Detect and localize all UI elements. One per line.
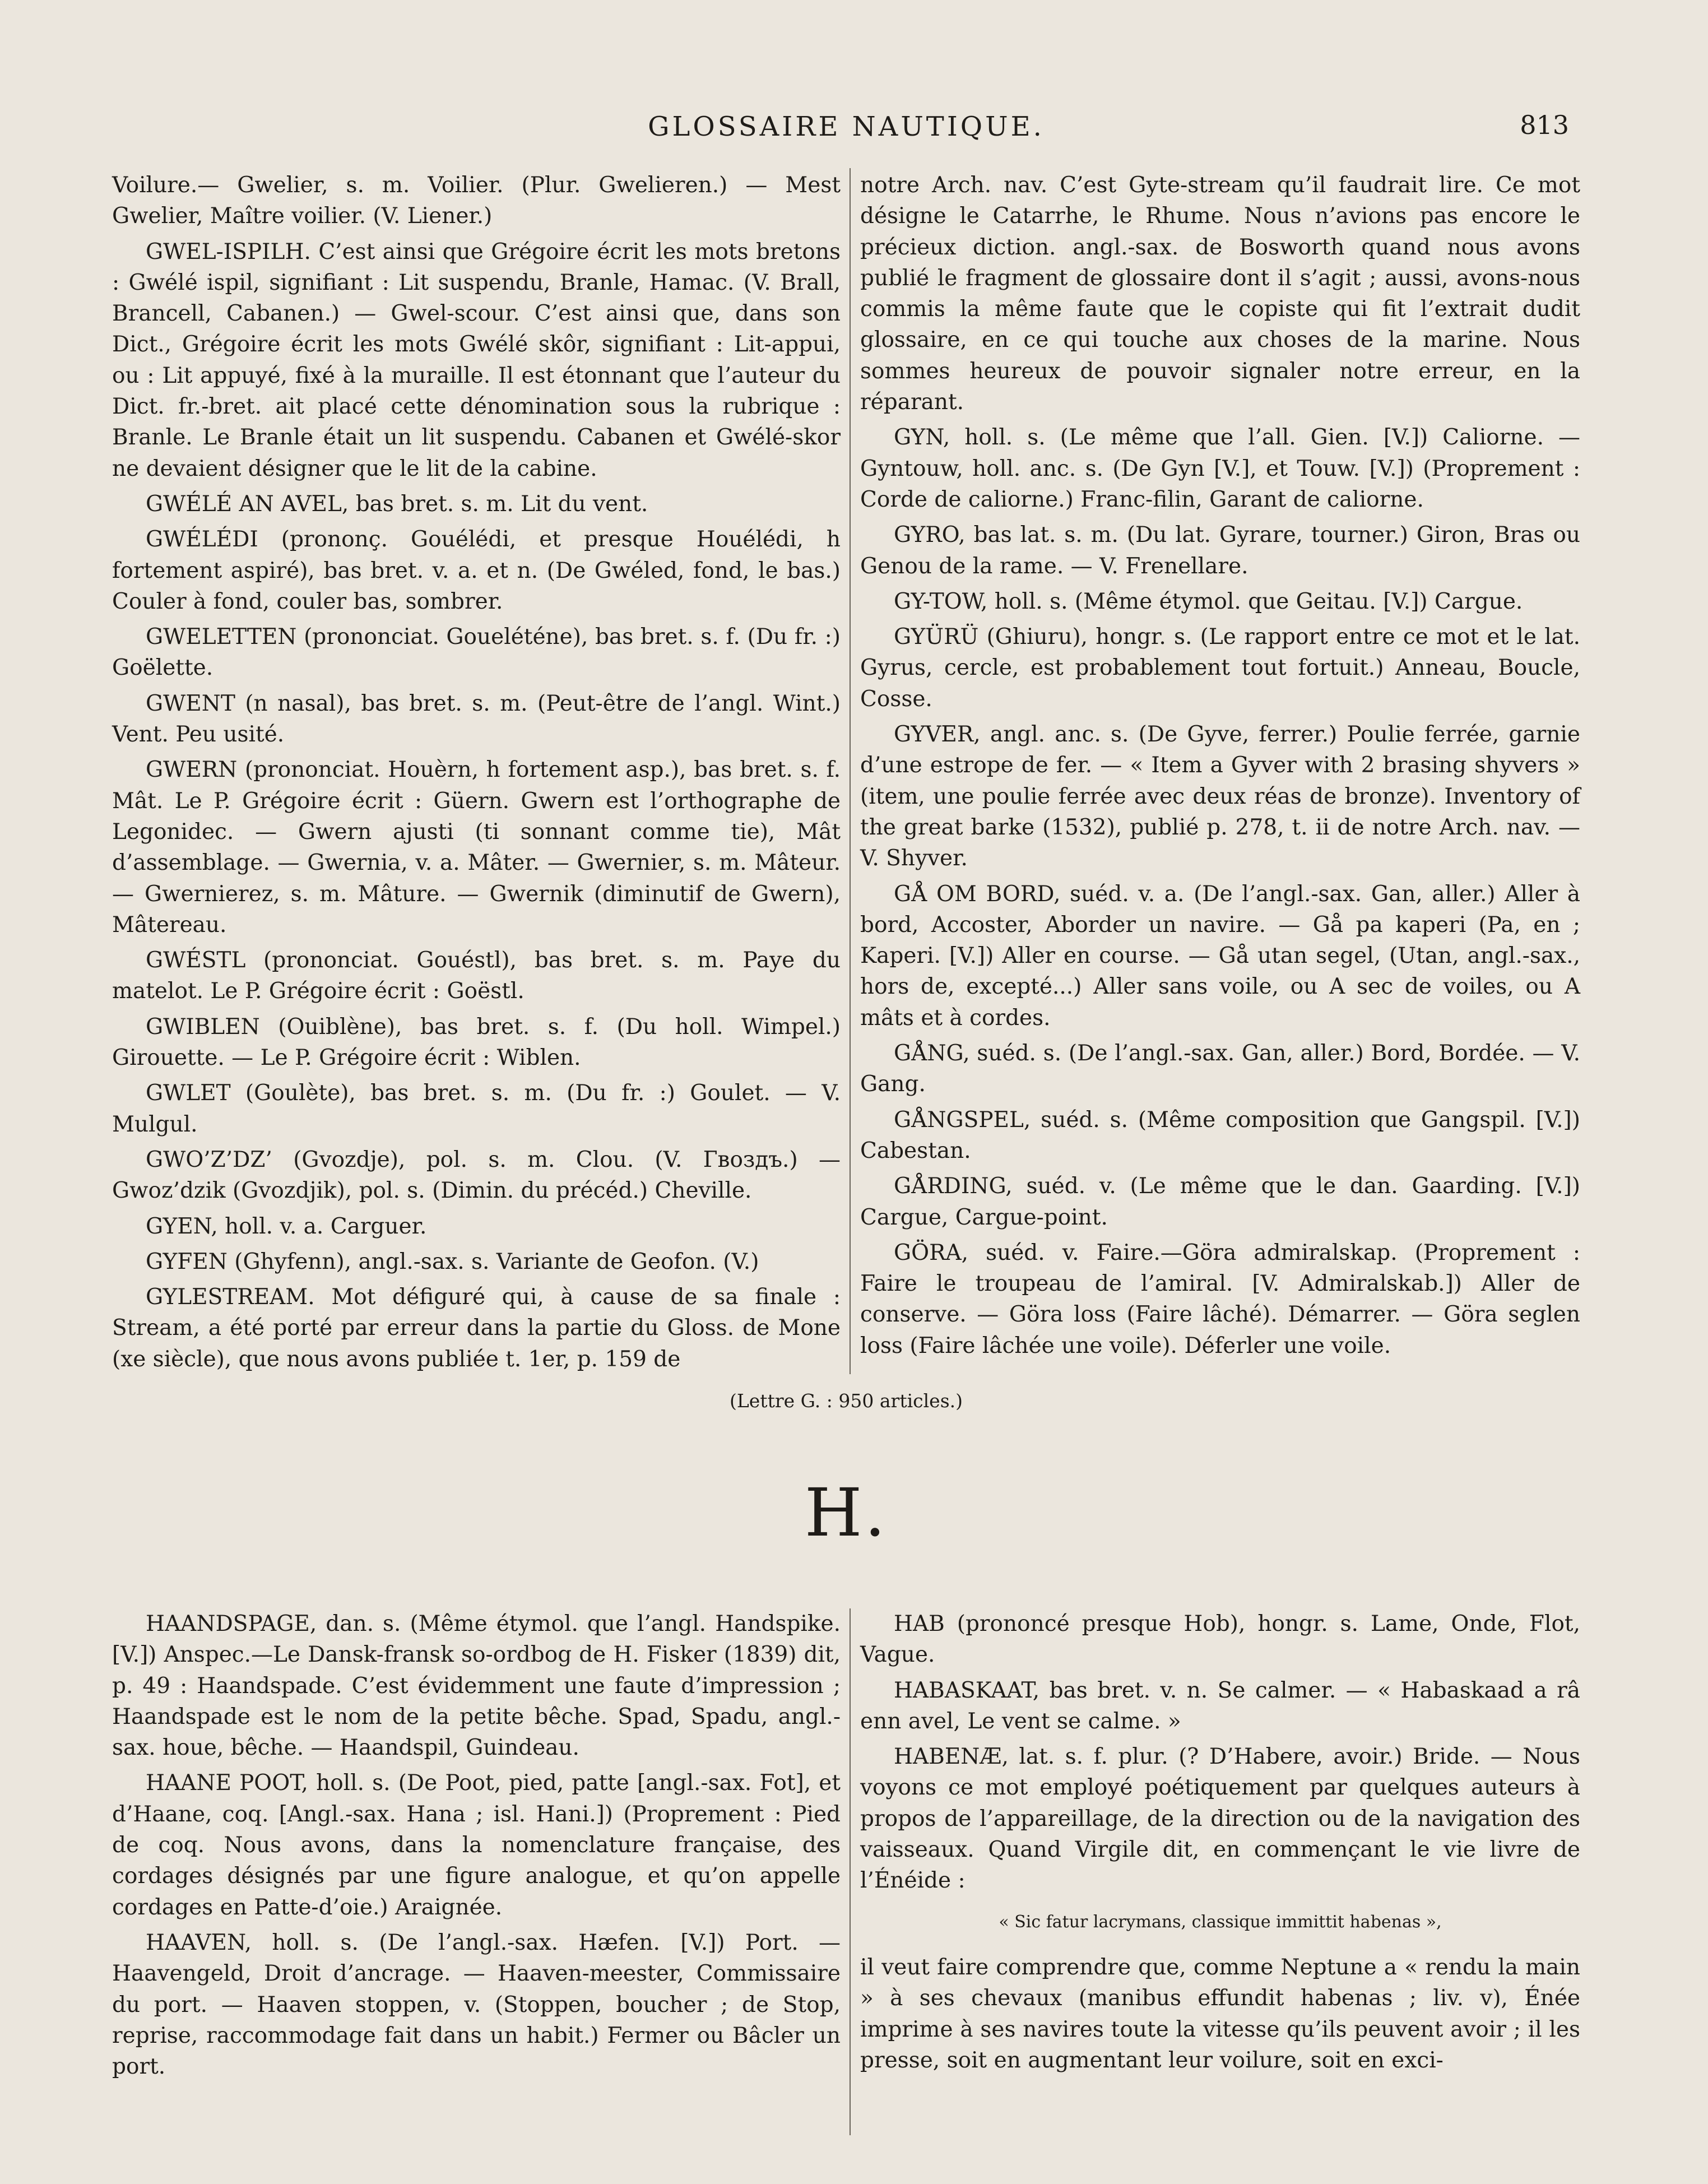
glossary-entry: GWO’Z’DZ’ (Gvozdje), pol. s. m. Clou. (V. Гвоздъ.) — Gwoz’dzik (Gvozdjik), pol. s. (Dimin. du précéd.) Cheville. bbox=[112, 1147, 841, 1204]
glossary-column-h-left bbox=[112, 1608, 841, 2086]
glossary-entry: GYN, holl. s. (Le même que l’all. Gien. [V.]) Caliorne. — Gyntouw, holl. anc. s. (De Gyn [V.], et Touw. [V.]) (Proprement : Corde de caliorne.) Franc-filin, Garant de caliorne. bbox=[860, 425, 1580, 512]
glossary-column-g-right bbox=[860, 170, 1580, 1366]
glossary-entry: GYRO, bas lat. s. m. (Du lat. Gyrare, tourner.) Giron, Bras ou Genou de la rame. — V. Frenellare. bbox=[860, 522, 1580, 579]
glossary-entry: GY-TOW, holl. s. (Même étymol. que Geitau. [V.]) Cargue. bbox=[894, 588, 1523, 614]
glossary-entry: Voilure.— Gwelier, s. m. Voilier. (Plur. Gwelieren.) — Mest Gwelier, Maître voilier. (V. Liener.) bbox=[112, 173, 841, 229]
glossary-entry: GWEL-ISPILH. C’est ainsi que Grégoire écrit les mots bretons : Gwélé ispil, signifiant : Lit suspendu, Branle, Hamac. (V. Brall, Brancell, Cabanen.) — Gwel-scour. C’est ainsi que, dans son Dict., Grégoire écrit les mots Gwélé skôr, signifiant : Lit-appui, ou : Lit appuyé, fixé à la muraille. Il est étonnant que l’auteur du Dict. fr.-bret. ait placé cette dénomination sous la rubrique : Branle. Le Branle était un lit suspendu. Cabanen et Gwélé-skor ne devaient désigner que le lit de la cabine. bbox=[112, 239, 841, 481]
column-divider bbox=[850, 168, 851, 1374]
page-header bbox=[112, 100, 1580, 150]
glossary-entry: GWLET (Goulète), bas bret. s. m. (Du fr. :) Goulet. — V. Mulgul. bbox=[112, 1081, 841, 1137]
glossary-entry: HAANE POOT, holl. s. (De Poot, pied, patte [angl.-sax. Fot], et d’Haane, coq. [Angl.-sax. Hana ; isl. Hani.]) (Proprement : Pied de coq. Nous avons, dans la nomenclature française, des cordages désignés par une figure analogue, et qu’on appelle cordages en Patte-d’oie.) Araignée. bbox=[112, 1770, 841, 1920]
glossary-entry: GYFEN (Ghyfenn), angl.-sax. s. Variante de Geofon. (V.) bbox=[146, 1249, 759, 1274]
glossary-entry: GYEN, holl. v. a. Carguer. bbox=[146, 1213, 427, 1239]
running-title: GLOSSAIRE NAUTIQUE. bbox=[648, 111, 1045, 142]
glossary-entry: GÖRA, suéd. v. Faire.—Göra admiralskap. (Proprement : Faire le troupeau de l’amiral. [V. Admiralskab.]) Aller de conserve. — Göra loss (Faire lâché). Démarrer. — Göra seglen loss (Faire lâchée une voile). Déferler une voile. bbox=[860, 1240, 1580, 1358]
section-heading-letter: H. bbox=[804, 1474, 888, 1551]
glossary-entry: GÅNG, suéd. s. (De l’angl.-sax. Gan, aller.) Bord, Bordée. — V. Gang. bbox=[860, 1041, 1580, 1097]
column-divider bbox=[850, 1608, 851, 2135]
glossary-entry: GWELETTEN (prononciat. Goueléténe), bas bret. s. f. (Du fr. :) Goëlette. bbox=[112, 624, 841, 681]
glossary-entry: GÅ OM BORD, suéd. v. a. (De l’angl.-sax. Gan, aller.) Aller à bord, Accoster, Aborder un navire. — Gå pa kaperi (Pa, en ; Kaperi. [V.]) Aller en course. — Gå utan segel, (Utan, angl.-sax., hors de, excepté...) Aller sans voile, ou A sec de voiles, ou A mâts et à cordes. bbox=[860, 881, 1580, 1031]
page-number: 813 bbox=[1520, 110, 1569, 140]
glossary-entry: GWÉLÉ AN AVEL, bas bret. s. m. Lit du vent. bbox=[146, 491, 648, 517]
glossary-entry: GYÜRÜ (Ghiuru), hongr. s. (Le rapport entre ce mot et le lat. Gyrus, cercle, est probablement tout fortuit.) Anneau, Boucle, Cosse. bbox=[860, 624, 1580, 712]
glossary-entry: GÅRDING, suéd. v. (Le même que le dan. Gaarding. [V.]) Cargue, Cargue-point. bbox=[860, 1174, 1580, 1230]
glossary-column-h-right bbox=[860, 1608, 1580, 2080]
glossary-entry: GYVER, angl. anc. s. (De Gyve, ferrer.) Poulie ferrée, garnie d’une estrope de fer. — « Item a Gyver with 2 brasing shyvers » (item, une poulie ferrée avec deux réas de bronze). Inventory of the great barke (1532), publié p. 278, t. ii de notre Arch. nav. — V. Shyver. bbox=[860, 722, 1580, 871]
glossary-entry: HAB (prononcé presque Hob), hongr. s. Lame, Onde, Flot, Vague. bbox=[860, 1611, 1580, 1668]
glossary-entry: notre Arch. nav. C’est Gyte-stream qu’il faudrait lire. Ce mot désigne le Catarrhe, le Rhume. Nous n’avions pas encore le précieux diction. angl.-sax. de Bosworth quand nous avons publié le fragment de glossaire dont il s’agit ; aussi, avons-nous commis la même faute que le copiste qui fit l’extrait dudit glossaire, en ce qui touche aux choses de la marine. Nous sommes heureux de pouvoir signaler notre erreur, en la réparant. bbox=[860, 173, 1580, 415]
glossary-entry: GYLESTREAM. Mot défiguré qui, à cause de sa finale : Stream, a été porté par erreur dans la partie du Gloss. de Mone (xe siècle), que nous avons publiée t. 1er, p. 159 de bbox=[112, 1285, 841, 1372]
glossary-entry: GWIBLEN (Ouiblène), bas bret. s. f. (Du holl. Wimpel.) Girouette. — Le P. Grégoire écrit : Wiblen. bbox=[112, 1014, 841, 1071]
glossary-entry: HABENÆ, lat. s. f. plur. (? D’Habere, avoir.) Bride. — Nous voyons ce mot employé poétiquement par quelques auteurs à propos de l’appareillage, de la direction ou de la navigation des vaisseaux. Quand Virgile dit, en commençant le vie livre de l’Énéide : bbox=[860, 1744, 1580, 1894]
glossary-entry: GWERN (prononciat. Houèrn, h fortement asp.), bas bret. s. f. Mât. Le P. Grégoire écrit : Güern. Gwern est l’orthographe de Legonidec. — Gwern ajusti (ti sonnant comme tie), Mât d’assemblage. — Gwernia, v. a. Mâter. — Gwernier, s. m. Mâteur. — Gwernierez, s. m. Mâture. — Gwernik (diminutif de Gwern), Mâtereau. bbox=[112, 757, 841, 938]
glossary-entry: GÅNGSPEL, suéd. s. (Même composition que Gangspil. [V.]) Cabestan. bbox=[860, 1107, 1580, 1163]
glossary-entry: GWENT (n nasal), bas bret. s. m. (Peut-être de l’angl. Wint.) Vent. Peu usité. bbox=[112, 690, 841, 748]
glossary-entry: GWÉLÉDI (prononç. Gouélédi, et presque Houélédi, h fortement aspiré), bas bret. v. a. et n. (De Gwéled, fond, le bas.) Couler à fond, couler bas, sombrer. bbox=[112, 527, 841, 614]
glossary-entry: GWÉSTL (prononciat. Gouéstl), bas bret. s. m. Paye du matelot. Le P. Grégoire écrit : Goëstl. bbox=[112, 948, 841, 1004]
glossary-entry: il veut faire comprendre que, comme Neptune a « rendu la main » à ses chevaux (manibus effundit habenas ; liv. v), Énée imprime à ses navires toute la vitesse qu’ils peuvent avoir ; il les presse, soit en augmentant leur voilure, soit en exci- bbox=[860, 1954, 1580, 2073]
latin-quotation: « Sic fatur lacrymans, classique immittit habenas », bbox=[999, 1912, 1442, 1932]
glossary-entry: HAANDSPAGE, dan. s. (Même étymol. que l’angl. Handspike. [V.]) Anspec.—Le Dansk-fransk so-ordbog de H. Fisker (1839) dit, p. 49 : Haandspade. C’est évidemment une faute d’impression ; Haandspade est le nom de la petite bêche. Spad, Spadu, angl.-sax. houe, bêche. — Haandspil, Guindeau. bbox=[112, 1611, 841, 1761]
letter-article-count: (Lettre G. : 950 articles.) bbox=[729, 1390, 963, 1412]
glossary-entry: HABASKAAT, bas bret. v. n. Se calmer. — « Habaskaad a râ enn avel, Le vent se calme. » bbox=[860, 1677, 1580, 1734]
glossary-entry: HAAVEN, holl. s. (De l’angl.-sax. Hæfen. [V.]) Port. — Haavengeld, Droit d’ancrage. — Haaven-meester, Commissaire du port. — Haaven stoppen, v. (Stoppen, boucher ; de Stop, reprise, raccommodage fait dans un habit.) Fermer ou Bâcler un port. bbox=[112, 1930, 841, 2080]
glossary-column-g-left bbox=[112, 170, 841, 1379]
